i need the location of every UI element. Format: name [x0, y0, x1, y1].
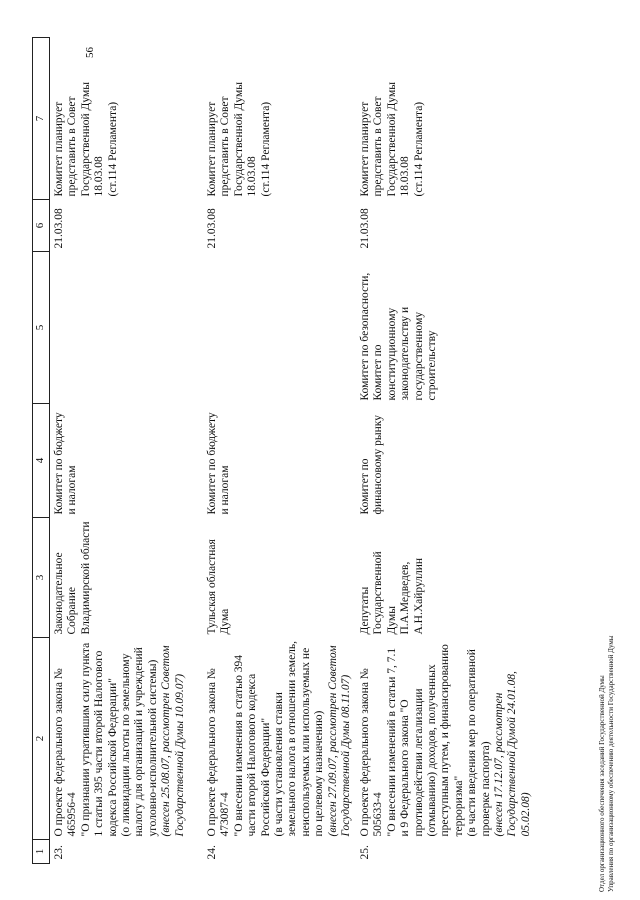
bill-status: (внесен 27.09.07, рассмотрен Советом Государственной Думы 08.11.07) [326, 645, 353, 837]
bill-note: (в части установления ставки земельного налога в отношении земель, неиспользуемых или используемых не по целевому назначению) [273, 640, 326, 837]
bill-status: (внесен 25.08.07, рассмотрен Советом Государственной Думы 10.09.07) [160, 645, 186, 837]
bill-cell [50, 638, 204, 840]
col-header-5: 5 [33, 252, 50, 404]
table-row [356, 38, 535, 864]
bill-title: "О внесении изменений в статьи 7, 7.1 и 9 Федерального закона "О противодействии легализации (отмыванию) доходов, полученных преступным путем, и финансированию терроризма" [385, 644, 465, 837]
initiator-cell: Депутаты Государственной Думы П.А.Медведев, А.Н.Хайруллин [359, 551, 425, 635]
footer-line-1: Отдел организационного обеспечения заседаний Государственной Думы [598, 675, 606, 892]
table-row [203, 38, 356, 864]
initiator-cell: Законодательное Собрание Владимирской области [53, 521, 92, 635]
col-header-6: 6 [33, 200, 50, 252]
footer-line-2: Управления по организационному обеспечению деятельности Государственной Думы [607, 635, 615, 892]
col-header-1: 1 [33, 840, 50, 864]
bill-title: "О внесении изменения в статью 394 части второй Налогового кодекса Российской Федерации" [232, 654, 272, 837]
bill-title: "О признании утратившим силу пункта 1 статьи 395 части второй Налогового кодекса Российской Федерации" [79, 642, 119, 837]
committee-cell: Комитет по бюджету и налогам [206, 412, 232, 515]
committee-cell: Комитет по бюджету и налогам [53, 412, 79, 515]
plan-cell: Комитет планирует представить в Совет Государственной Думы 18.03.08 (ст.114 Регламента) [206, 82, 272, 197]
row-number: 24. [206, 845, 218, 860]
bill-status: (внесен 17.12.07, рассмотрен Государственной Думой 24.01.08, 05.02.08) [493, 671, 532, 837]
bill-number: О проекте федерального закона № 473087-4 [206, 668, 232, 837]
date-cell: 21.03.08 [359, 208, 371, 249]
co-committee-cell [50, 252, 204, 404]
co-committee-cell [203, 252, 356, 404]
col-header-2: 2 [33, 638, 50, 840]
bill-number: О проекте федерального закона № 505633-4 [359, 668, 385, 837]
plan-cell: Комитет планирует представить в Совет Государственной Думы 18.03.08 (ст.114 Регламента) [359, 82, 425, 197]
bill-cell [203, 638, 356, 840]
co-committee-cell: Комитет по безопасности, Комитет по конституционному законодательству и государственному строительству [359, 272, 439, 401]
bill-note: (о ликвидации льготы по земельному налогу для организаций и учреждений уголовно-исполнительной системы) [120, 647, 159, 837]
committee-cell: Комитет по финансовому рынку [359, 415, 385, 515]
col-header-3: 3 [33, 518, 50, 638]
bill-number: О проекте федерального закона № 465956-4 [53, 668, 79, 837]
date-cell: 21.03.08 [53, 208, 65, 249]
page-number: 56 [84, 47, 96, 58]
date-cell: 21.03.08 [206, 208, 218, 249]
bill-note: (в части введения мер по оперативной проверке паспорта) [466, 649, 492, 837]
row-number: 25. [359, 845, 371, 860]
agenda-table [32, 37, 535, 864]
col-header-4: 4 [33, 404, 50, 518]
bill-cell [356, 638, 535, 840]
header-row [33, 38, 50, 864]
row-number: 23. [53, 845, 65, 860]
col-header-7: 7 [33, 38, 50, 200]
initiator-cell: Тульская областная Дума [206, 539, 232, 635]
footer [598, 636, 616, 892]
table-row [50, 38, 204, 864]
plan-cell: Комитет планирует представить в Совет Государственной Думы 18.03.08 (ст.114 Регламента) [53, 82, 119, 197]
